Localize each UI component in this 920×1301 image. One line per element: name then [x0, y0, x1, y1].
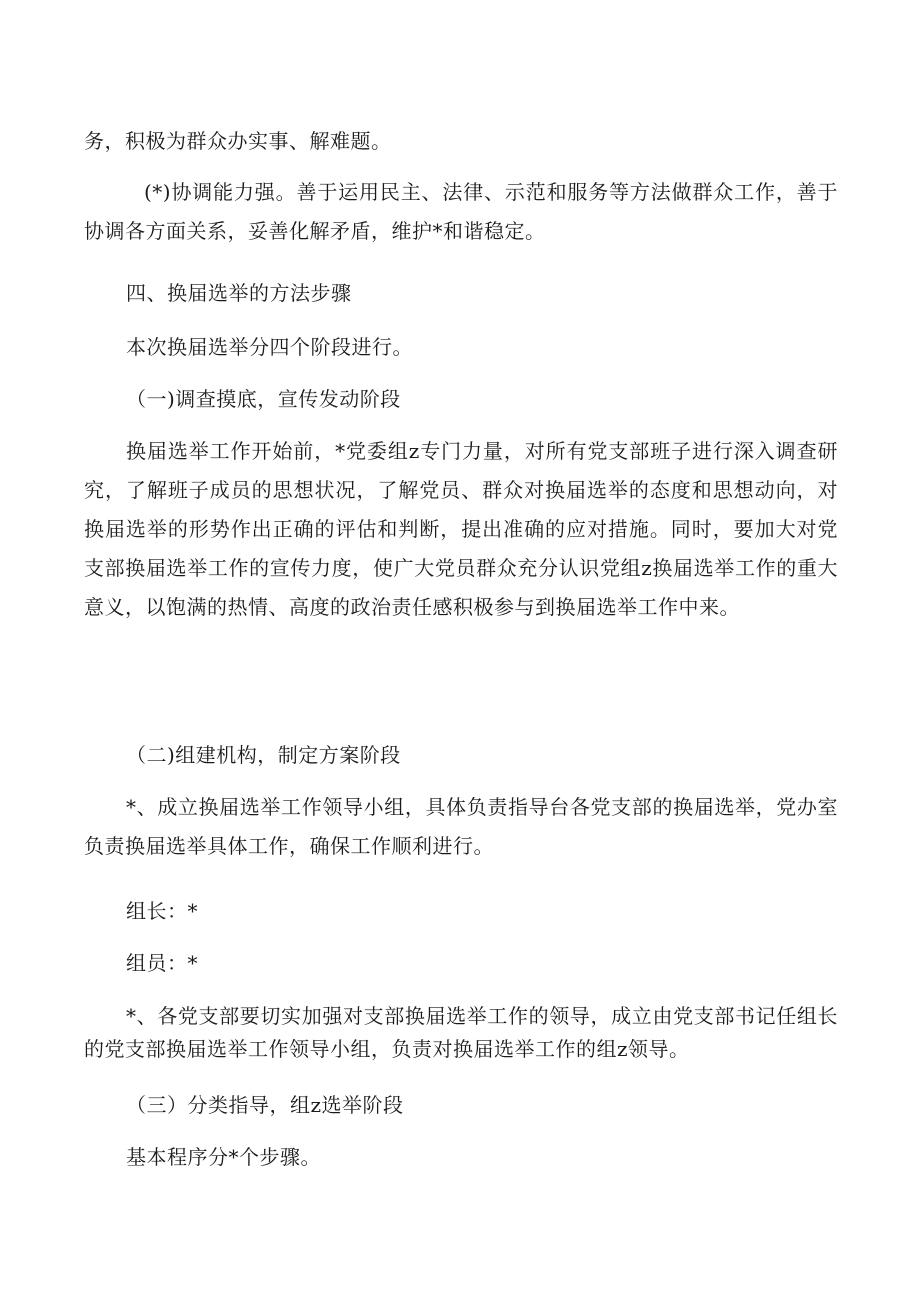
subheading-stage-three: （三）分类指导，组z选举阶段	[126, 1093, 404, 1117]
paragraph-stage-one-body: 换届选举工作开始前，*党委组z专门力量，对所有党支部班子进行深入调查研究，了解班子成员的思想状况，了解党员、群众对换届选举的态度和思想动向，对换届选举的形势作出正确的评估和判断，提出准确的应对措施。同时，要加大对党支部换届选举工作的宣传力度，使广大党员群众充分认识党组z换届选举工作的重大意义，以饱满的热情、高度的政治责任感积极参与到换届选举工作中来。	[84, 439, 838, 619]
paragraph-leading-group: *、成立换届选举工作领导小组，具体负责指导台各党支部的换届选举，党办室负责换届选举具体工作，确保工作顺利进行。	[84, 795, 838, 858]
group-members-line: 组员：*	[126, 951, 198, 975]
paragraph-branch-leadership: *、各党支部要切实加强对支部换届选举工作的领导，成立由党支部书记任组长的党支部换届选举工作领导小组，负责对换届选举工作的组z领导。	[84, 1004, 838, 1061]
paragraph-continuation: 务，积极为群众办实事、解难题。	[84, 129, 392, 153]
section-heading-four: 四、换届选举的方法步骤	[126, 281, 352, 305]
subheading-stage-one: （一)调查摸底，宣传发动阶段	[126, 387, 401, 411]
paragraph-basic-procedure: 基本程序分*个步骤。	[126, 1145, 321, 1169]
group-leader-line: 组长：*	[126, 899, 198, 923]
paragraph-coordination-ability: (*)协调能力强。善于运用民主、法律、示范和服务等方法做群众工作，善于协调各方面关系，妥善化解矛盾，维护*和谐稳定。	[84, 180, 838, 243]
subheading-stage-two: （二)组建机构，制定方案阶段	[126, 743, 401, 767]
paragraph-four-stages: 本次换届选举分四个阶段进行。	[126, 335, 413, 359]
